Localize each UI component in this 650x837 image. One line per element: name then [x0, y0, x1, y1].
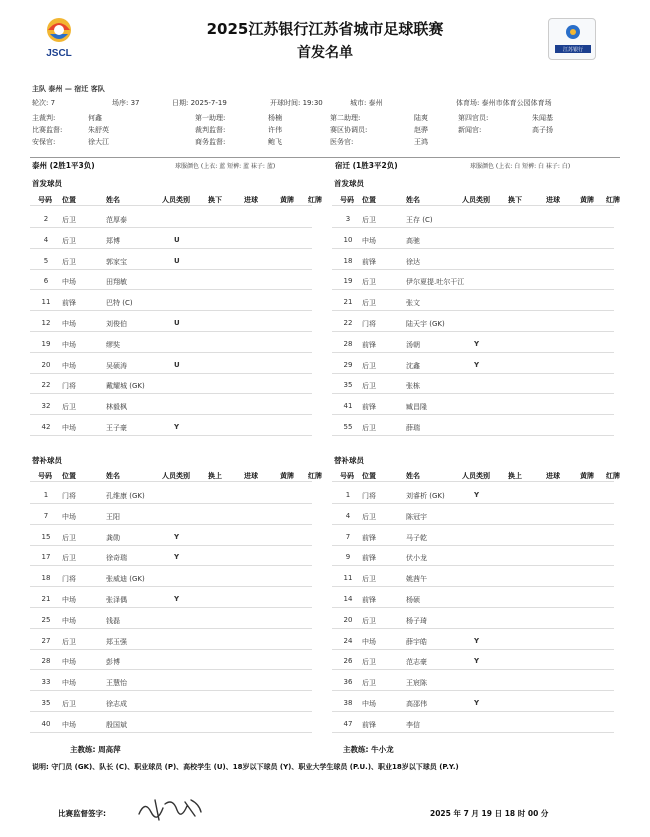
player-name: 林毅枫	[106, 403, 127, 412]
player-category: Y	[174, 553, 180, 562]
official-role: 第四官员:	[458, 114, 489, 122]
player-name: 汤朝	[406, 340, 420, 349]
table-rule	[30, 481, 312, 482]
player-name: 徐达	[406, 257, 420, 266]
player-name: 殷国斌	[106, 720, 127, 729]
table-row-rule	[30, 289, 312, 290]
table-row-rule	[30, 711, 312, 712]
official-role: 新闻官:	[458, 126, 482, 134]
official-name: 许伟	[268, 126, 282, 134]
table-row-rule	[332, 524, 614, 525]
table-row-rule	[332, 545, 614, 546]
player-name: 张栋	[406, 382, 420, 391]
player-position: 后卫	[62, 637, 76, 646]
player-name: 巴特 (C)	[106, 299, 133, 308]
table-row-rule	[30, 373, 312, 374]
player-name: 马子乾	[406, 533, 427, 542]
player-position: 中场	[62, 424, 76, 432]
player-position: 中场	[362, 637, 376, 646]
player-name: 张威迪 (GK)	[106, 575, 145, 584]
player-number: 5	[43, 256, 49, 265]
away-starters-header-col_red: 红牌	[606, 196, 620, 204]
player-position: 前锋	[362, 720, 376, 729]
player-number: 24	[343, 636, 353, 645]
away-kit: 球服颜色 (上衣: 白 短裤: 白 袜子: 白)	[470, 163, 571, 170]
official-name: 何鑫	[88, 114, 102, 122]
supervisor-signature	[135, 794, 205, 824]
player-category: Y	[474, 657, 480, 666]
player-name: 吴硕涛	[106, 361, 127, 370]
player-position: 中场	[62, 679, 76, 688]
home-subs-section-title: 替补球员	[32, 456, 62, 465]
table-row-rule	[332, 628, 614, 629]
official-name: 陆爽	[414, 114, 428, 122]
player-number: 7	[43, 511, 49, 520]
player-name: 范厚泰	[106, 216, 127, 224]
player-name: 龚勋	[106, 533, 120, 542]
away-starters-header-col_type: 人员类别	[462, 196, 490, 204]
home-subs-header-col_red: 红牌	[308, 472, 322, 480]
home-starters-section-title: 首发球员	[32, 179, 62, 188]
player-name: 薛瑞	[406, 424, 420, 432]
player-position: 前锋	[362, 257, 376, 266]
table-row-rule	[332, 331, 614, 332]
player-position: 后卫	[362, 216, 376, 224]
away-subs-header-col_type: 人员类别	[462, 472, 490, 480]
player-category: Y	[474, 699, 480, 707]
table-row-rule	[30, 545, 312, 546]
player-number: 40	[41, 719, 51, 728]
official-role: 第二助理:	[330, 114, 361, 122]
player-name: 田翔敏	[106, 278, 127, 287]
table-row-rule	[332, 435, 614, 436]
kickoff: 开球时间: 19:30	[270, 99, 323, 107]
table-row-rule	[30, 607, 312, 608]
player-name: 郭家宝	[106, 257, 127, 266]
player-category: U	[174, 256, 180, 265]
player-name: 钱磊	[106, 616, 120, 625]
player-position: 门将	[62, 575, 76, 584]
player-number: 6	[43, 277, 49, 286]
table-row-rule	[332, 711, 614, 712]
player-position: 中场	[62, 658, 76, 667]
player-name: 彭博	[106, 658, 120, 667]
player-category: Y	[474, 339, 480, 348]
player-position: 后卫	[62, 403, 76, 412]
player-position: 后卫	[362, 575, 376, 584]
player-number: 26	[343, 657, 353, 666]
table-row-rule	[30, 732, 312, 733]
table-row-rule	[332, 586, 614, 587]
player-position: 中场	[62, 616, 76, 625]
official-role: 医务官:	[330, 138, 354, 146]
home-subs-header-col_goal: 进球	[244, 472, 258, 480]
official-name: 高子扬	[532, 126, 553, 134]
table-row-rule	[332, 414, 614, 415]
player-name: 王宸陈	[406, 679, 427, 688]
home-starters-header-col_goal: 进球	[244, 196, 258, 204]
stadium: 体育场: 泰州市体育公园体育场	[456, 99, 552, 107]
round: 轮次: 7	[32, 99, 56, 107]
official-name: 鲍飞	[268, 138, 282, 146]
player-position: 后卫	[62, 533, 76, 542]
player-name: 李信	[406, 720, 420, 729]
player-category: Y	[174, 595, 180, 603]
player-position: 中场	[62, 340, 76, 349]
player-number: 18	[343, 256, 353, 265]
official-role: 安保官:	[32, 138, 56, 146]
away-subs-header-col_name: 姓名	[406, 472, 420, 480]
home-coach: 主教练: 周高萍	[70, 745, 121, 754]
official-name: 王鸿	[414, 138, 428, 146]
city: 城市: 泰州	[350, 99, 383, 107]
table-row-rule	[332, 248, 614, 249]
player-number: 21	[41, 595, 51, 603]
player-category: Y	[474, 636, 480, 645]
sign-label: 比赛监督签字:	[58, 809, 106, 818]
table-row-rule	[332, 269, 614, 270]
player-name: 王存 (C)	[406, 216, 433, 224]
table-row-rule	[30, 310, 312, 311]
player-position: 中场	[62, 278, 76, 287]
home-starters-header-col_pos: 位置	[62, 196, 76, 204]
official-name: 杨楠	[268, 114, 282, 122]
table-row-rule	[332, 227, 614, 228]
home-subs-header-col_yellow: 黄牌	[280, 472, 294, 480]
player-category: Y	[474, 491, 480, 499]
player-number: 29	[343, 360, 353, 369]
player-number: 19	[343, 277, 353, 286]
away-starters-header-col_yellow: 黄牌	[580, 196, 594, 204]
player-name: 范志豪	[406, 658, 427, 667]
player-name: 薛宇皓	[406, 637, 427, 646]
official-role: 比赛监督:	[32, 126, 63, 134]
table-rule	[332, 205, 614, 206]
player-position: 中场	[362, 700, 376, 708]
table-row-rule	[30, 435, 312, 436]
table-row-rule	[30, 227, 312, 228]
player-number: 20	[343, 615, 353, 624]
player-position: 后卫	[362, 658, 376, 667]
player-position: 后卫	[362, 278, 376, 287]
player-number: 28	[343, 339, 353, 348]
table-row-rule	[332, 690, 614, 691]
player-category: U	[174, 235, 180, 244]
player-position: 门将	[62, 492, 76, 500]
player-position: 中场	[62, 596, 76, 604]
official-role: 第一助理:	[195, 114, 226, 122]
away-subs-header-col_no: 号码	[340, 472, 354, 480]
player-name: 伏小龙	[406, 554, 427, 563]
away-subs-header-col_yellow: 黄牌	[580, 472, 594, 480]
player-name: 姚茜午	[406, 575, 427, 584]
page-title: 2025江苏银行江苏省城市足球联赛	[206, 20, 444, 38]
official-role: 主裁判:	[32, 114, 56, 122]
player-position: 后卫	[362, 679, 376, 688]
table-row-rule	[30, 628, 312, 629]
player-position: 后卫	[62, 700, 76, 708]
player-position: 中场	[62, 512, 76, 521]
away-subs-header-col_red: 红牌	[606, 472, 620, 480]
player-number: 20	[41, 360, 51, 369]
player-position: 门将	[62, 382, 76, 391]
home-subs-header-col_type: 人员类别	[162, 472, 190, 480]
table-row-rule	[30, 690, 312, 691]
player-position: 前锋	[362, 403, 376, 412]
player-number: 21	[343, 298, 353, 307]
away-starters-header-col_goal: 进球	[546, 196, 560, 204]
divider	[30, 157, 620, 158]
home-team-name: 泰州 (2胜1平3负)	[32, 161, 95, 170]
logo-text: JSCL	[46, 48, 72, 59]
player-number: 4	[345, 511, 351, 520]
sponsor-logo	[548, 18, 596, 60]
player-position: 后卫	[62, 236, 76, 245]
away-starters-header-col_pos: 位置	[362, 196, 376, 204]
player-position: 前锋	[362, 533, 376, 542]
player-number: 7	[345, 532, 351, 541]
player-position: 中场	[62, 720, 76, 729]
player-name: 王慧怡	[106, 679, 127, 688]
home-subs-header-col_no: 号码	[38, 472, 52, 480]
player-position: 中场	[62, 361, 76, 370]
player-name: 戴耀城 (GK)	[106, 382, 145, 391]
player-number: 17	[41, 553, 51, 562]
player-category: Y	[174, 532, 180, 541]
player-number: 1	[43, 491, 49, 499]
player-position: 前锋	[362, 340, 376, 349]
player-position: 后卫	[362, 361, 376, 370]
home-subs-header-col_name: 姓名	[106, 472, 120, 480]
player-name: 刘睿析 (GK)	[406, 492, 445, 500]
official-name: 赵骅	[414, 126, 428, 134]
player-name: 郑博	[106, 236, 120, 245]
sign-datetime: 2025 年 7 月 19 日 18 时 00 分	[430, 809, 549, 818]
player-position: 中场	[362, 236, 376, 245]
home-kit: 球服颜色 (上衣: 蓝 短裤: 蓝 袜子: 蓝)	[175, 163, 276, 170]
away-starters-header-col_name: 姓名	[406, 196, 420, 204]
player-name: 陆天宇 (GK)	[406, 320, 445, 328]
player-number: 22	[41, 381, 51, 390]
player-position: 前锋	[362, 596, 376, 604]
player-number: 28	[41, 657, 51, 666]
player-position: 后卫	[362, 512, 376, 521]
away-coach: 主教练: 牛小龙	[343, 745, 394, 754]
player-name: 高驰	[406, 236, 420, 245]
official-name: 朱舒英	[88, 126, 109, 134]
table-row-rule	[30, 669, 312, 670]
player-position: 后卫	[362, 299, 376, 308]
table-row-rule	[30, 524, 312, 525]
away-subs-header-col_on: 换上	[508, 472, 522, 480]
player-number: 32	[41, 402, 51, 411]
player-name: 孔维康 (GK)	[106, 492, 145, 500]
player-number: 41	[343, 402, 353, 411]
player-category: U	[174, 360, 180, 369]
player-number: 2	[43, 215, 49, 223]
table-row-rule	[332, 289, 614, 290]
player-number: 3	[345, 215, 351, 223]
table-row-rule	[30, 269, 312, 270]
player-number: 11	[41, 298, 51, 307]
table-row-rule	[30, 649, 312, 650]
player-name: 徐奇瑞	[106, 554, 127, 563]
player-name: 陈冠宇	[406, 512, 427, 521]
table-row-rule	[30, 331, 312, 332]
table-row-rule	[332, 732, 614, 733]
home-starters-header-col_off: 换下	[208, 196, 222, 204]
player-position: 后卫	[62, 257, 76, 266]
player-number: 35	[343, 381, 353, 390]
player-name: 杨硕	[406, 596, 420, 604]
player-position: 中场	[62, 320, 76, 328]
table-row-rule	[332, 310, 614, 311]
player-position: 前锋	[362, 554, 376, 563]
home-starters-header-col_red: 红牌	[308, 196, 322, 204]
player-number: 10	[343, 235, 353, 244]
table-row-rule	[30, 414, 312, 415]
player-position: 前锋	[62, 299, 76, 308]
player-number: 27	[41, 636, 51, 645]
table-row-rule	[332, 503, 614, 504]
table-rule	[30, 205, 312, 206]
player-position: 后卫	[362, 424, 376, 432]
player-number: 1	[345, 491, 351, 499]
official-name: 徐大江	[88, 138, 109, 146]
player-number: 55	[343, 423, 353, 431]
table-row-rule	[332, 607, 614, 608]
table-row-rule	[332, 565, 614, 566]
teams-line: 主队 泰州 — 宿迁 客队	[32, 85, 105, 93]
table-row-rule	[30, 248, 312, 249]
official-role: 裁判监督:	[195, 126, 226, 134]
table-row-rule	[332, 393, 614, 394]
away-starters-header-col_off: 换下	[508, 196, 522, 204]
table-row-rule	[30, 503, 312, 504]
player-position: 后卫	[62, 216, 76, 224]
away-team-name: 宿迁 (1胜3平2负)	[335, 161, 398, 170]
away-starters-header-col_no: 号码	[340, 196, 354, 204]
player-name: 王子豪	[106, 424, 127, 432]
legend-note: 说明: 守门员 (GK)、队长 (C)、职业球员 (P)、高校学生 (U)、18岁以下球员 (Y)、职业大学生球员 (P.U.)、职业18岁以下球员 (P.Y.)	[32, 763, 459, 771]
table-row-rule	[30, 565, 312, 566]
player-number: 38	[343, 699, 353, 707]
player-number: 33	[41, 678, 51, 687]
player-category: Y	[474, 360, 480, 369]
player-position: 门将	[362, 492, 376, 500]
home-subs-header-col_on: 换上	[208, 472, 222, 480]
home-starters-header-col_no: 号码	[38, 196, 52, 204]
player-number: 42	[41, 423, 51, 431]
player-name: 高邵伟	[406, 700, 427, 708]
table-row-rule	[30, 393, 312, 394]
official-role: 商务监督:	[195, 138, 226, 146]
player-number: 4	[43, 235, 49, 244]
player-number: 14	[343, 595, 353, 603]
table-row-rule	[332, 373, 614, 374]
player-number: 25	[41, 615, 51, 624]
player-name: 杨子琦	[406, 616, 427, 625]
match-no: 场序: 37	[112, 99, 140, 107]
player-name: 张泽偶	[106, 596, 127, 604]
player-position: 后卫	[62, 554, 76, 563]
player-number: 15	[41, 532, 51, 541]
player-number: 9	[345, 553, 351, 562]
player-name: 王阳	[106, 512, 120, 521]
player-number: 22	[343, 319, 353, 327]
official-name: 朱闻基	[532, 114, 553, 122]
player-name: 伊尔夏提.吐尔干江	[406, 278, 465, 287]
player-position: 门将	[362, 320, 376, 328]
match-date: 日期: 2025-7-19	[172, 99, 227, 107]
player-number: 18	[41, 574, 51, 583]
player-name: 缪奘	[106, 340, 120, 349]
page-subtitle: 首发名单	[297, 45, 353, 61]
player-name: 臧昌隆	[406, 403, 427, 412]
away-subs-header-col_goal: 进球	[546, 472, 560, 480]
player-position: 后卫	[362, 382, 376, 391]
home-starters-header-col_yellow: 黄牌	[280, 196, 294, 204]
table-row-rule	[332, 669, 614, 670]
player-category: Y	[174, 423, 180, 431]
player-category: U	[174, 319, 180, 327]
player-number: 11	[343, 574, 353, 583]
away-subs-section-title: 替补球员	[334, 456, 364, 465]
home-subs-header-col_pos: 位置	[62, 472, 76, 480]
table-rule	[332, 481, 614, 482]
player-number: 36	[343, 678, 353, 687]
player-name: 沈鑫	[406, 361, 420, 370]
home-starters-header-col_type: 人员类别	[162, 196, 190, 204]
table-row-rule	[332, 352, 614, 353]
table-row-rule	[30, 586, 312, 587]
table-row-rule	[332, 649, 614, 650]
away-starters-section-title: 首发球员	[334, 179, 364, 188]
official-role: 赛区协调员:	[330, 126, 368, 134]
player-number: 35	[41, 699, 51, 707]
player-name: 刘俊伯	[106, 320, 127, 328]
player-number: 19	[41, 339, 51, 348]
table-row-rule	[30, 352, 312, 353]
home-starters-header-col_name: 姓名	[106, 196, 120, 204]
sponsor-text: 江苏银行	[562, 47, 584, 53]
player-position: 后卫	[362, 616, 376, 625]
player-name: 郑玉强	[106, 637, 127, 646]
away-subs-header-col_pos: 位置	[362, 472, 376, 480]
player-number: 47	[343, 719, 353, 728]
player-name: 张文	[406, 299, 420, 308]
player-name: 徐志成	[106, 700, 127, 708]
player-number: 12	[41, 319, 51, 327]
